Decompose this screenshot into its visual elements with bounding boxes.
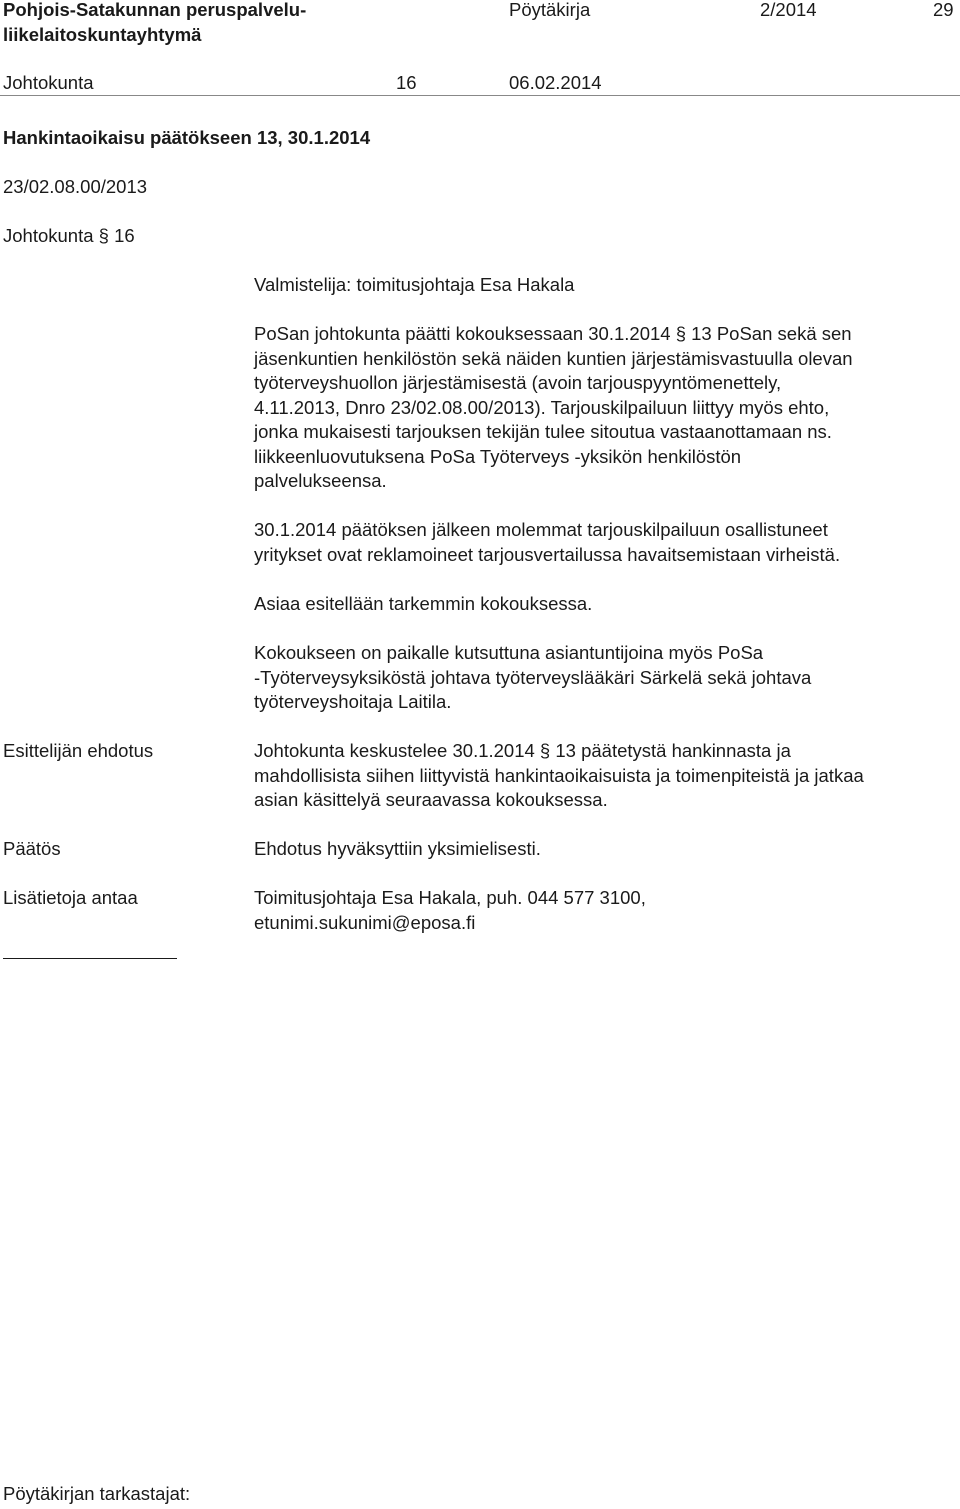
paragraph-line: -Työterveysyksiköstä johtava työterveyslääkäri Särkelä sekä johtava	[254, 666, 812, 688]
organization-name	[3, 0, 306, 47]
proposal-line: mahdollisista siihen liittyvistä hankintaoikaisuista ja toimenpiteistä ja jatkaa	[254, 764, 864, 786]
proposal-line: Johtokunta keskustelee 30.1.2014 § 13 päätetystä hankinnasta ja	[254, 740, 791, 761]
decision-text: Ehdotus hyväksyttiin yksimielisesti.	[254, 838, 541, 859]
paragraph-line: 4.11.2013, Dnro 23/02.08.00/2013). Tarjouskilpailuun liittyy myös ehto,	[254, 396, 830, 418]
minutes-checkers-label: Pöytäkirjan tarkastajat:	[3, 1483, 191, 1504]
contact-label: Lisätietoja antaa	[3, 887, 138, 908]
contact-email: etunimi.sukunimi@eposa.fi	[254, 911, 476, 933]
diary-number: 23/02.08.00/2013	[3, 176, 148, 197]
paragraph-line: palvelukseensa.	[254, 470, 387, 491]
section-end-rule	[3, 958, 177, 959]
paragraph-line: liikkeenluovutuksena PoSa Työterveys -yksikön henkilöstön	[254, 445, 742, 467]
organization-name-line1: Pohjois-Satakunnan peruspalvelu-	[3, 0, 307, 20]
item-title: Hankintaoikaisu päätökseen 13, 30.1.2014	[3, 127, 371, 148]
paragraph-line: 30.1.2014 päätöksen jälkeen molemmat tarjouskilpailuun osallistuneet	[254, 519, 828, 540]
paragraph-line: Kokoukseen on paikalle kutsuttuna asiantuntijoina myös PoSa	[254, 642, 764, 663]
proposal-line: asian käsittelyä seuraavassa kokouksessa.	[254, 789, 608, 810]
organization-name-line2: liikelaitoskuntayhtymä	[3, 23, 202, 45]
paragraph-line: jonka mukaisesti tarjouksen tekijän tulee sitoutua vastaanottamaan ns.	[254, 421, 832, 442]
paragraph-line: jäsenkuntien henkilöstön sekä näiden kuntien järjestämisvastuulla olevan	[254, 347, 853, 369]
paragraph-line: työterveyshuollon järjestämisestä (avoin tarjouspyyntömenettely,	[254, 372, 782, 393]
paragraph-line: työterveyshoitaja Laitila.	[254, 691, 452, 712]
header-divider	[0, 95, 960, 96]
page-number: 29	[933, 0, 954, 20]
contact-line: Toimitusjohtaja Esa Hakala, puh. 044 577 3100,	[254, 887, 646, 908]
paragraph-line: yritykset ovat reklamoineet tarjousvertailussa havaitsemistaan virheistä.	[254, 543, 841, 565]
proposal-text	[254, 739, 960, 813]
document-number: 2/2014	[760, 0, 817, 20]
decision-label: Päätös	[3, 838, 61, 859]
paragraph-background	[254, 322, 960, 494]
paragraph-line: PoSan johtokunta päätti kokouksessaan 30.1.2014 § 13 PoSan sekä sen	[254, 323, 852, 344]
paragraph-reclamations	[254, 518, 960, 567]
section-number: 16	[396, 72, 417, 93]
meeting-date: 06.02.2014	[509, 72, 602, 93]
paragraph-presentation: Asiaa esitellään tarkemmin kokouksessa.	[254, 593, 593, 614]
preparer-line: Valmistelija: toimitusjohtaja Esa Hakala	[254, 274, 575, 295]
proposal-label: Esittelijän ehdotus	[3, 740, 154, 761]
paragraph-experts	[254, 641, 960, 715]
contact-info	[254, 886, 960, 935]
meeting-body: Johtokunta	[3, 72, 94, 93]
board-reference: Johtokunta § 16	[3, 225, 135, 246]
document-type: Pöytäkirja	[509, 0, 591, 20]
